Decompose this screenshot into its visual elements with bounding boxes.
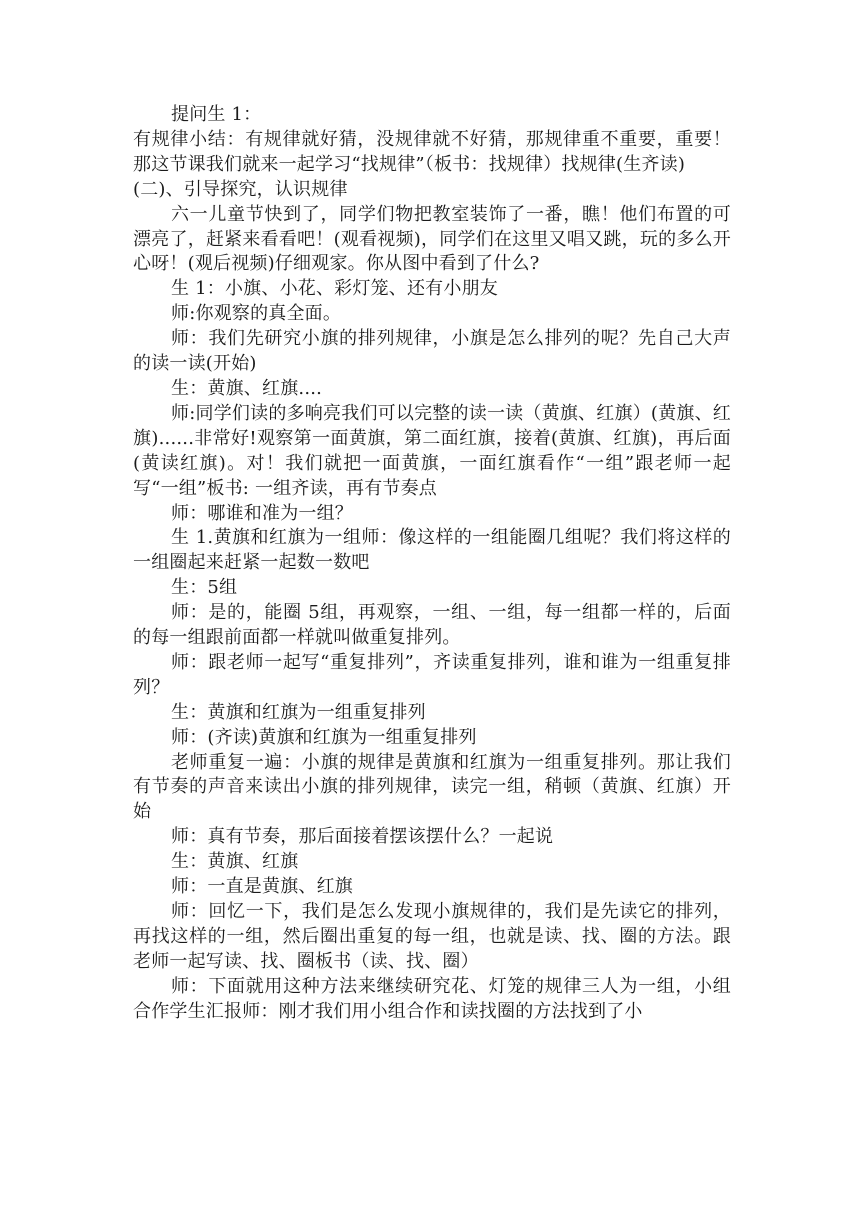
document-body: [133, 103, 731, 1025]
section-heading: (二)、引导探究，认识规律: [133, 178, 348, 200]
paragraph: 生：5组: [171, 577, 238, 599]
paragraph: 师：是的，能圈 5组，再观察，一组、一组，每一组都一样的，后面的每一组跟前面都一样就叫做重复排列。: [133, 602, 731, 649]
paragraph: 有规律小结：有规律就好猜，没规律就不好猜，那规律重不重要，重要！那这节课我们就来一起学习“找规律”（板书：找规律）找规律(生齐读): [133, 128, 731, 175]
paragraph: 师：我们先研究小旗的排列规律，小旗是怎么排列的呢？先自己大声的读一读(开始): [133, 328, 731, 375]
paragraph: 师：(齐读)黄旗和红旗为一组重复排列: [171, 726, 477, 748]
paragraph: 师:同学们读的多响亮我们可以完整的读一读（黄旗、红旗）(黄旗、红旗)......非常好!观察第一面黄旗，第二面红旗，接着(黄旗、红旗)，再后面(黄读红旗)。对！我们就把一面黄旗，一面红旗看作“一组”跟老师一起写“一组”板书: 一组齐读，再有节奏点: [133, 402, 731, 499]
paragraph: 生：黄旗和红旗为一组重复排列: [171, 701, 426, 723]
paragraph: 师：下面就用这种方法来继续研究花、灯笼的规律三人为一组，小组合作学生汇报师：刚才我们用小组合作和读找圈的方法找到了小: [133, 975, 731, 1022]
paragraph: 师：跟老师一起写“重复排列”，齐读重复排列，谁和谁为一组重复排列？: [133, 651, 731, 698]
paragraph: 师：回忆一下，我们是怎么发现小旗规律的，我们是先读它的排列，再找这样的一组，然后圈出重复的每一组，也就是读、找、圈的方法。跟老师一起写读、找、圈板书（读、找、圈）: [133, 901, 731, 972]
paragraph: 生 1.黄旗和红旗为一组师：像这样的一组能圈几组呢？我们将这样的一组圈起来赶紧一起数一数吧: [133, 527, 731, 574]
paragraph: 提问生 1：: [171, 104, 262, 125]
paragraph: 师：真有节奏，那后面接着摆该摆什么？一起说: [171, 826, 554, 848]
paragraph: 师：哪谁和准为一组？: [171, 502, 353, 524]
paragraph: 生：黄旗、红旗: [171, 851, 299, 873]
paragraph: 生：黄旗、红旗....: [171, 377, 323, 399]
paragraph: 生 1：小旗、小花、彩灯笼、还有小朋友: [171, 278, 498, 300]
paragraph: 老师重复一遍：小旗的规律是黄旗和红旗为一组重复排列。那让我们有节奏的声音来读出小旗的排列规律，读完一组，稍顿（黄旗、红旗）开始: [133, 751, 731, 823]
paragraph: 师：一直是黄旗、红旗: [171, 876, 353, 898]
paragraph: 师:你观察的真全面。: [171, 303, 342, 325]
paragraph: 六一儿童节快到了，同学们物把教室装饰了一番，瞧！他们布置的可漂亮了，赶紧来看看吧！(观看视频)，同学们在这里又唱又跳，玩的多么开心呀！(观后视频)仔细观家。你从图中看到了什么?: [133, 203, 731, 275]
